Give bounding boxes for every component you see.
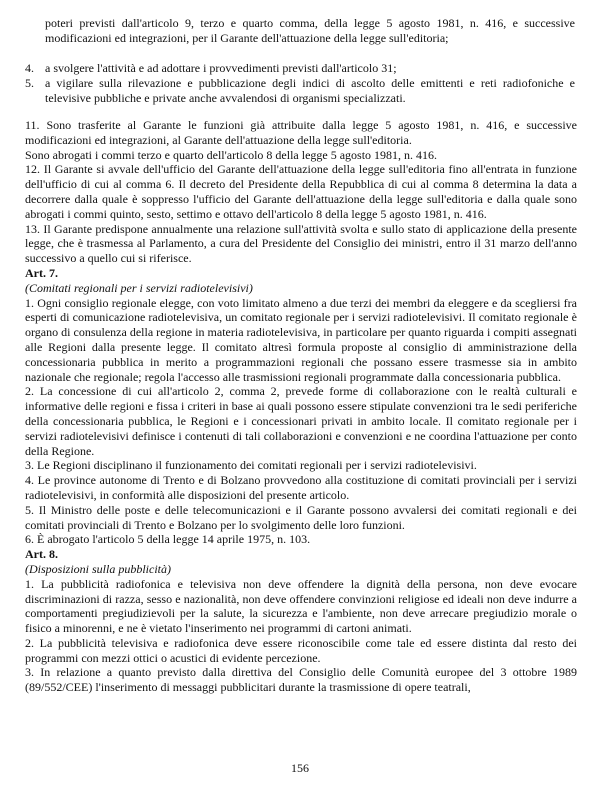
paragraph-11-abrogation: Sono abrogati i commi terzo e quarto dell'articolo 8 della legge 5 agosto 1981, n. 416. — [25, 147, 438, 162]
paragraph-11: 11. Sono trasferite al Garante le funzioni già attribuite dalla legge 5 agosto 1981, n. 416, e successive modificazioni ed integrazioni, al Garante dell'attuazione della legge sull'editoria. — [25, 118, 577, 147]
list-text: a svolgere l'attività e ad adottare i provvedimenti previsti dall'articolo 31; — [45, 61, 397, 75]
art7-paragraph-4: 4. Le province autonome di Trento e di Bolzano provvedono alla costituzione di comitati provinciali per i servizi radiotelevisivi, in conformità alle disposizioni del presente articolo. — [25, 473, 577, 502]
list-text: a vigilare sulla rilevazione e pubblicazione degli indici di ascolto delle emittenti e reti radiofoniche e televisive pubbliche e private anche avvalendosi di organismi specializzati. — [45, 76, 575, 105]
page-number: 156 — [291, 761, 309, 775]
continuation-paragraph: poteri previsti dall'articolo 9, terzo e quarto comma, della legge 5 agosto 1981, n. 416, e successive modificazioni ed integrazioni, per il Garante dell'attuazione della legge sull'editoria; — [45, 16, 575, 45]
art7-paragraph-3: 3. Le Regioni disciplinano il funzionamento dei comitati regionali per i servizi radiotelevisivi. — [25, 458, 477, 473]
art8-paragraph-1: 1. La pubblicità radiofonica e televisiva non deve offendere la dignità della persona, non deve evocare discriminazioni di razza, sesso e nazionalità, non deve offendere convinzioni religiose ed ideali non deve indurre a comportamenti pregiudizievoli per la salute, la sicurezza e l'ambiente, non deve arrecare pregiudizio morale o fisico a minorenni, e ne è vietato l'inserimento nei programmi di cartoni animati. — [25, 576, 577, 636]
article-8-subtitle: (Disposizioni sulla pubblicità) — [25, 561, 172, 576]
list-number: 4. — [25, 61, 34, 75]
paragraph-13: 13. Il Garante predispone annualmente una relazione sull'attività svolta e sullo stato di applicazione della presente legge, che è trasmessa al Parlamento, a cura del Presidente del Consiglio dei ministri, entro il 31 marzo dell'anno successivo a quello cui si riferisce. — [25, 221, 577, 266]
art8-paragraph-2: 2. La pubblicità televisiva e radiofonica deve essere riconoscibile come tale ed essere distinta dal resto dei programmi con mezzi ottici o acustici di evidente percezione. — [25, 635, 577, 665]
art8-paragraph-3: 3. In relazione a quanto previsto dalla direttiva del Consiglio delle Comunità europee del 3 ottobre 1989 (89/552/CEE) l'inserimento di messaggi pubblicitari durante la trasmissione di opere teatrali, — [25, 665, 577, 695]
article-7-subtitle: (Comitati regionali per i servizi radiotelevisivi) — [25, 280, 253, 295]
article-7-heading: Art. 7. — [25, 265, 58, 280]
paragraph-12: 12. Il Garante si avvale dell'ufficio del Garante dell'attuazione della legge sull'editoria fino all'entrata in funzione dell'ufficio di cui al comma 6. Il decreto del Presidente della Repubblica di cui al comma 8 determina la data a decorrere dalla quale è soppresso l'ufficio del Garante dell'attuazione della legge sull'editoria e dalla quale sono abrogati i commi quinto, sesto, settimo e ottavo dell'articolo 8 della legge 5 agosto 1981, n. 416. — [25, 162, 577, 221]
main-text — [25, 118, 577, 695]
art7-paragraph-1: 1. Ogni consiglio regionale elegge, con voto limitato almeno a due terzi dei membri da eleggere e da scegliersi fra esperti di comunicazione radiotelevisiva, un comitato regionale per i servizi radiotelevisivi. Il comitato regionale è organo di consulenza della regione in materia radiotelevisiva, in particolare per quanto riguarda i compiti assegnati alle Regioni dalla presente legge. Il comitato altresì formula proposte al consiglio di amministrazione della concessionaria pubblica in merito a programmazioni regionali che possano essere trasmesse sia in ambito nazionale che regionale; regola l'accesso alle trasmissioni regionali programmate dalla concessionaria pubblica. — [25, 295, 577, 384]
list-number: 5. — [25, 76, 34, 90]
art7-paragraph-5: 5. Il Ministro delle poste e delle telecomunicazioni e il Garante possono avvalersi dei comitati regionali e dei comitati provinciali di Trento e Bolzano per lo svolgimento delle loro funzioni. — [25, 502, 577, 532]
art7-paragraph-2: 2. La concessione di cui all'articolo 2, comma 2, prevede forme di collaborazione con le realtà culturali e informative delle regioni e fissa i criteri in base ai quali possono essere stipulate convenzioni tra le sedi periferiche della concessionaria pubblica, le Regioni e i concessionari privati in ambito locale. Il comitato regionale per i servizi radiotelevisivi definisce i contenuti di tali collaborazioni e convenzioni e ne coordina l'attuazione per conto della Regione. — [25, 384, 577, 458]
article-8-heading: Art. 8. — [25, 547, 58, 562]
art7-paragraph-6: 6. È abrogato l'articolo 5 della legge 14 aprile 1975, n. 103. — [25, 532, 311, 547]
